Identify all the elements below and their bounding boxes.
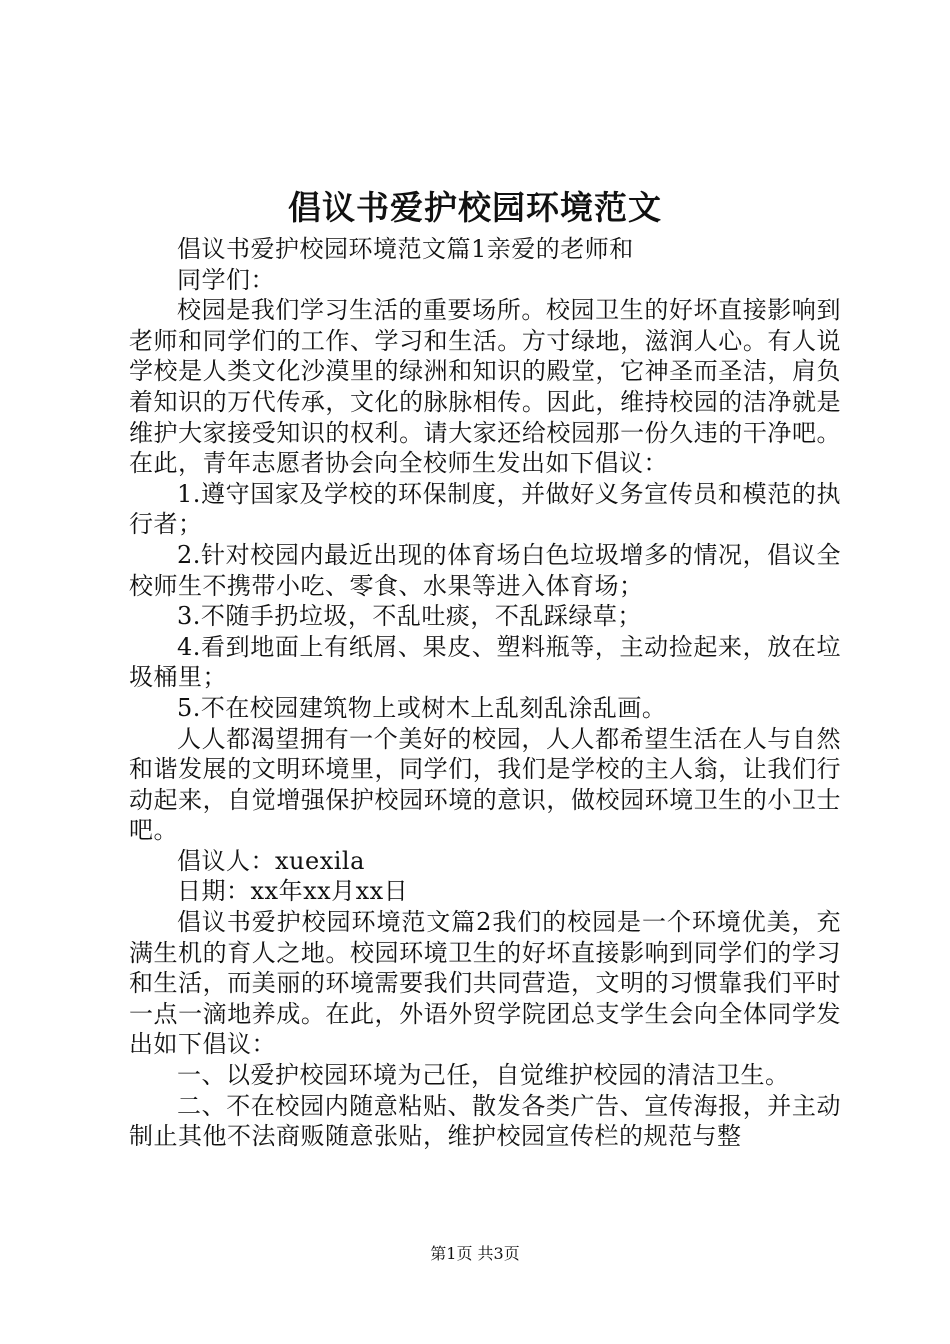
- paragraph-closing: 人人都渴望拥有一个美好的校园，人人都希望生活在人与自然和谐发展的文明环境里，同学们，我们是学校的主人翁，让我们行动起来，自觉增强保护校园环境的意识，做校园环境卫生的小卫士吧。: [129, 724, 841, 845]
- paragraph-item-3: 3.不随手扔垃圾，不乱吐痰，不乱踩绿草；: [177, 602, 642, 631]
- paragraph-item-2: 2.针对校园内最近出现的体育场白色垃圾增多的情况，倡议全校师生不携带小吃、零食、水果等进入体育场；: [129, 540, 841, 600]
- paragraph-date: 日期：xx年xx月xx日: [177, 877, 409, 906]
- paragraph-section-2-item-1: 一、以爱护校园环境为己任，自觉维护校园的清洁卫生。: [177, 1061, 790, 1090]
- paragraph-item-5: 5.不在校园建筑物上或树木上乱刻乱涂乱画。: [177, 693, 667, 722]
- paragraph-section-2: 倡议书爱护校园环境范文篇2我们的校园是一个环境优美，充满生机的育人之地。校园环境卫生的好坏直接影响到同学们的学习和生活，而美丽的环境需要我们共同营造，文明的习惯靠我们平时一点一滴地养成。在此，外语外贸学院团总支学生会向全体同学发出如下倡议：: [129, 908, 841, 1059]
- page-footer: 第1页 共3页: [430, 1244, 520, 1263]
- paragraph-signer: 倡议人：xuexila: [177, 846, 365, 875]
- paragraph-section-2-item-2: 二、不在校园内随意粘贴、散发各类广告、宣传海报，并主动制止其他不法商贩随意张贴，维护校园宣传栏的规范与整: [129, 1091, 841, 1151]
- paragraph-body: 校园是我们学习生活的重要场所。校园卫生的好坏直接影响到老师和同学们的工作、学习和生活。方寸绿地，滋润人心。有人说学校是人类文化沙漠里的绿洲和知识的殿堂，它神圣而圣洁，肩负着知识的万代传承，文化的脉脉相传。因此，维持校园的洁净就是维护大家接受知识的权利。请大家还给校园那一份久违的干净吧。在此，青年志愿者协会向全校师生发出如下倡议：: [129, 296, 841, 478]
- paragraph-intro-line: 倡议书爱护校园环境范文篇1亲爱的老师和: [177, 235, 634, 263]
- document-body: [129, 234, 841, 1152]
- paragraph-salutation: 同学们：: [177, 265, 275, 294]
- paragraph-item-1: 1.遵守国家及学校的环保制度，并做好义务宣传员和模范的执行者；: [129, 479, 841, 539]
- document-title: 倡议书爱护校园环境范文: [288, 188, 662, 227]
- paragraph-item-4: 4.看到地面上有纸屑、果皮、塑料瓶等，主动捡起来，放在垃圾桶里；: [129, 632, 841, 692]
